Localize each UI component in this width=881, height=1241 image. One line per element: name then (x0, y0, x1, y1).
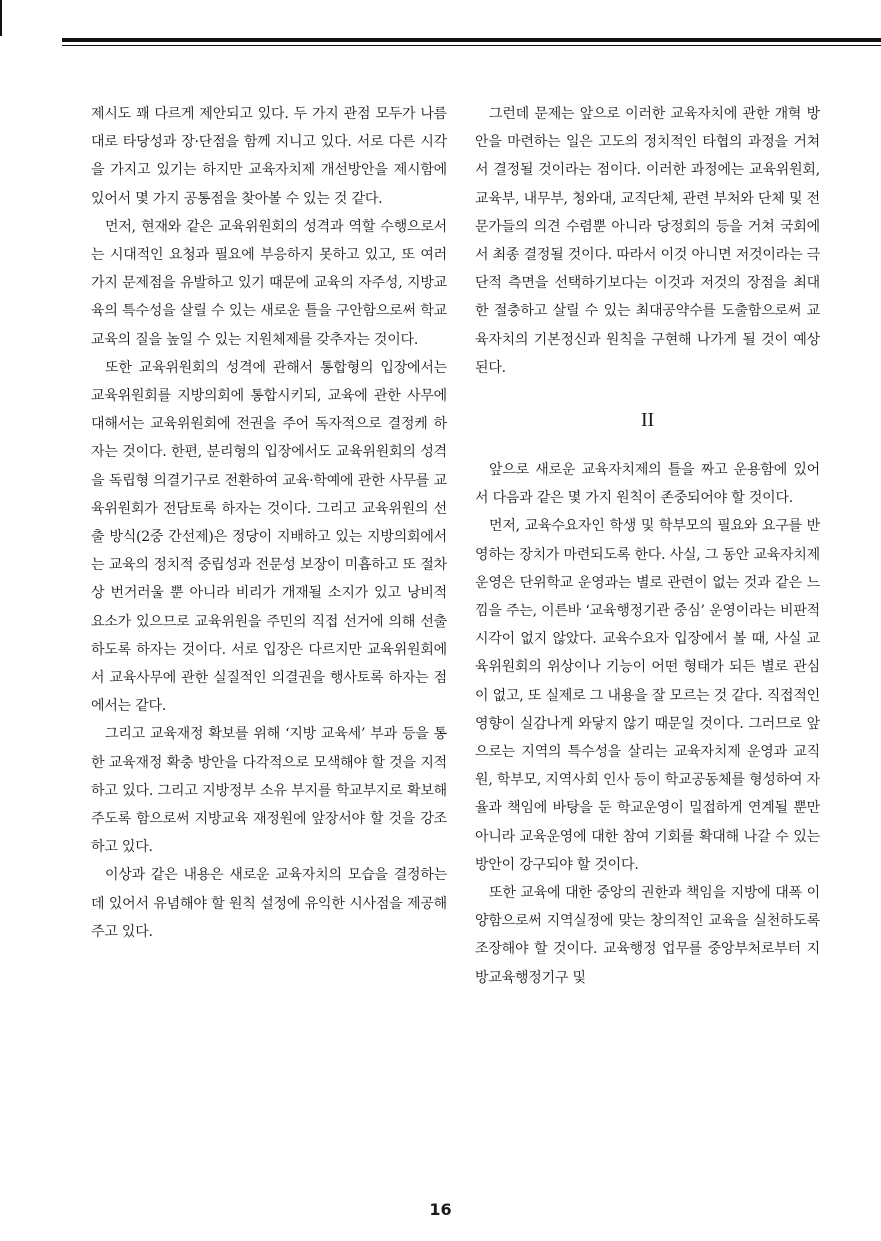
header-rule-thin (62, 45, 881, 46)
right-paragraph-4: 또한 교육에 대한 중앙의 권한과 책임을 지방에 대폭 이양함으로써 지역실정에 맞는 창의적인 교육을 실천하도록 조장해야 할 것이다. 교육행정 업무를 중앙부처로부터 지방교육행정기구 및 (475, 885, 820, 986)
left-paragraph-4: 그리고 교육재정 확보를 위해 ‘지방 교육세’ 부과 등을 통한 교육재정 확충 방안을 다각적으로 모색해야 할 것을 지적하고 있다. 그리고 지방정부 소유 부지를 학교부지로 확보해 주도록 함으로써 지방교육 재정원에 앞장서야 할 것을 강조하고 있다. (91, 726, 447, 856)
page-edge-mark (0, 0, 2, 36)
right-paragraph-2: 앞으로 새로운 교육자치제의 틀을 짜고 운용함에 있어서 다음과 같은 몇 가지 원칙이 존중되어야 할 것이다. (475, 462, 820, 507)
left-paragraph-1: 제시도 꽤 다르게 제안되고 있다. 두 가지 관점 모두가 나름대로 타당성과 장·단점을 함께 지니고 있다. 서로 다른 시각을 가지고 있기는 하지만 교육자치제 개선방안을 제시함에 있어서 몇 가지 공통점을 찾아볼 수 있는 것 같다. (91, 106, 447, 207)
page-number: 16 (429, 1200, 452, 1219)
right-column (475, 100, 820, 992)
left-paragraph-5: 이상과 같은 내용은 새로운 교육자치의 모습을 결정하는 데 있어서 유념해야 할 원칙 설정에 유익한 시사점을 제공해 주고 있다. (91, 867, 447, 940)
left-paragraph-3: 또한 교육위원회의 성격에 관해서 통합형의 입장에서는 교육위원회를 지방의회에 통합시키되, 교육에 관한 사무에 대해서는 교육위원회에 전권을 주어 독자적으로 결정케 하자는 것이다. 한편, 분리형의 입장에서도 교육위원회의 성격을 독립형 의결기구로 전환하여 교육·학예에 관한 사무를 교육위원회가 전담토록 하자는 것이다. 그리고 교육위원의 선출 방식(2중 간선제)은 정당이 지배하고 있는 지방의회에서는 교육의 정치적 중립성과 전문성 보장이 미흡하고 또 절차상 번거러울 뿐 아니라 비리가 개재될 소지가 있고 낭비적 요소가 있으므로 교육위원을 주민의 직접 선거에 의해 선출하도록 하자는 것이다. 서로 입장은 다르지만 교육위원회에서 교육사무에 관한 실질적인 의결권을 행사토록 하자는 점에서는 같다. (91, 359, 447, 715)
left-paragraph-2: 먼저, 현재와 같은 교육위원회의 성격과 역할 수행으로서는 시대적인 요청과 필요에 부응하지 못하고 있고, 또 여러 가지 문제점을 유발하고 있기 때문에 교육의 자주성, 지방교육의 특수성을 살릴 수 있는 새로운 틀을 구안함으로써 학교교육의 질을 높일 수 있는 지원체제를 갖추자는 것이다. (91, 218, 447, 348)
section-heading: II (641, 409, 654, 432)
header-rule-thick (62, 38, 881, 42)
right-paragraph-3: 먼저, 교육수요자인 학생 및 학부모의 필요와 요구를 반영하는 장치가 마련되도록 한다. 사실, 그 동안 교육자치제 운영은 단위학교 운영과는 별로 관련이 없는 것과 같은 느낌을 주는, 이른바 ‘교육행정기관 중심’ 운영이라는 비판적 시각이 없지 않았다. 교육수요자 입장에서 볼 때, 사실 교육위원회의 위상이나 기능이 어떤 형태가 되든 별로 관심이 없고, 또 실제로 그 내용을 잘 모르는 것 같다. 직접적인 영향이 실감나게 와닿지 않기 때문일 것이다. 그러므로 앞으로는 지역의 특수성을 살리는 교육자치제 운영과 교직원, 학부모, 지역사회 인사 등이 학교공동체를 형성하여 자율과 책임에 바탕을 둔 학교운영이 밀접하게 연계될 뿐만 아니라 교육운영에 대한 참여 기회를 확대해 나갈 수 있는 방안이 강구되야 할 것이다. (475, 518, 820, 873)
right-paragraph-1: 그런데 문제는 앞으로 이러한 교육자치에 관한 개혁 방안을 마련하는 일은 고도의 정치적인 타협의 과정을 거쳐서 결정될 것이라는 점이다. 이러한 과정에는 교육위원회, 교육부, 내무부, 청와대, 교직단체, 관련 부처와 단체 및 전문가들의 의견 수렴뿐 아니라 당정회의 등을 거쳐 국회에서 최종 결정될 것이다. 따라서 이것 아니면 저것이라는 극단적 측면을 선택하기보다는 이것과 저것의 장점을 최대한 절충하고 살릴 수 있는 최대공약수를 도출함으로써 교육자치의 기본정신과 원칙을 구현해 나가게 될 것이 예상된다. (475, 106, 820, 376)
left-column (91, 100, 447, 946)
